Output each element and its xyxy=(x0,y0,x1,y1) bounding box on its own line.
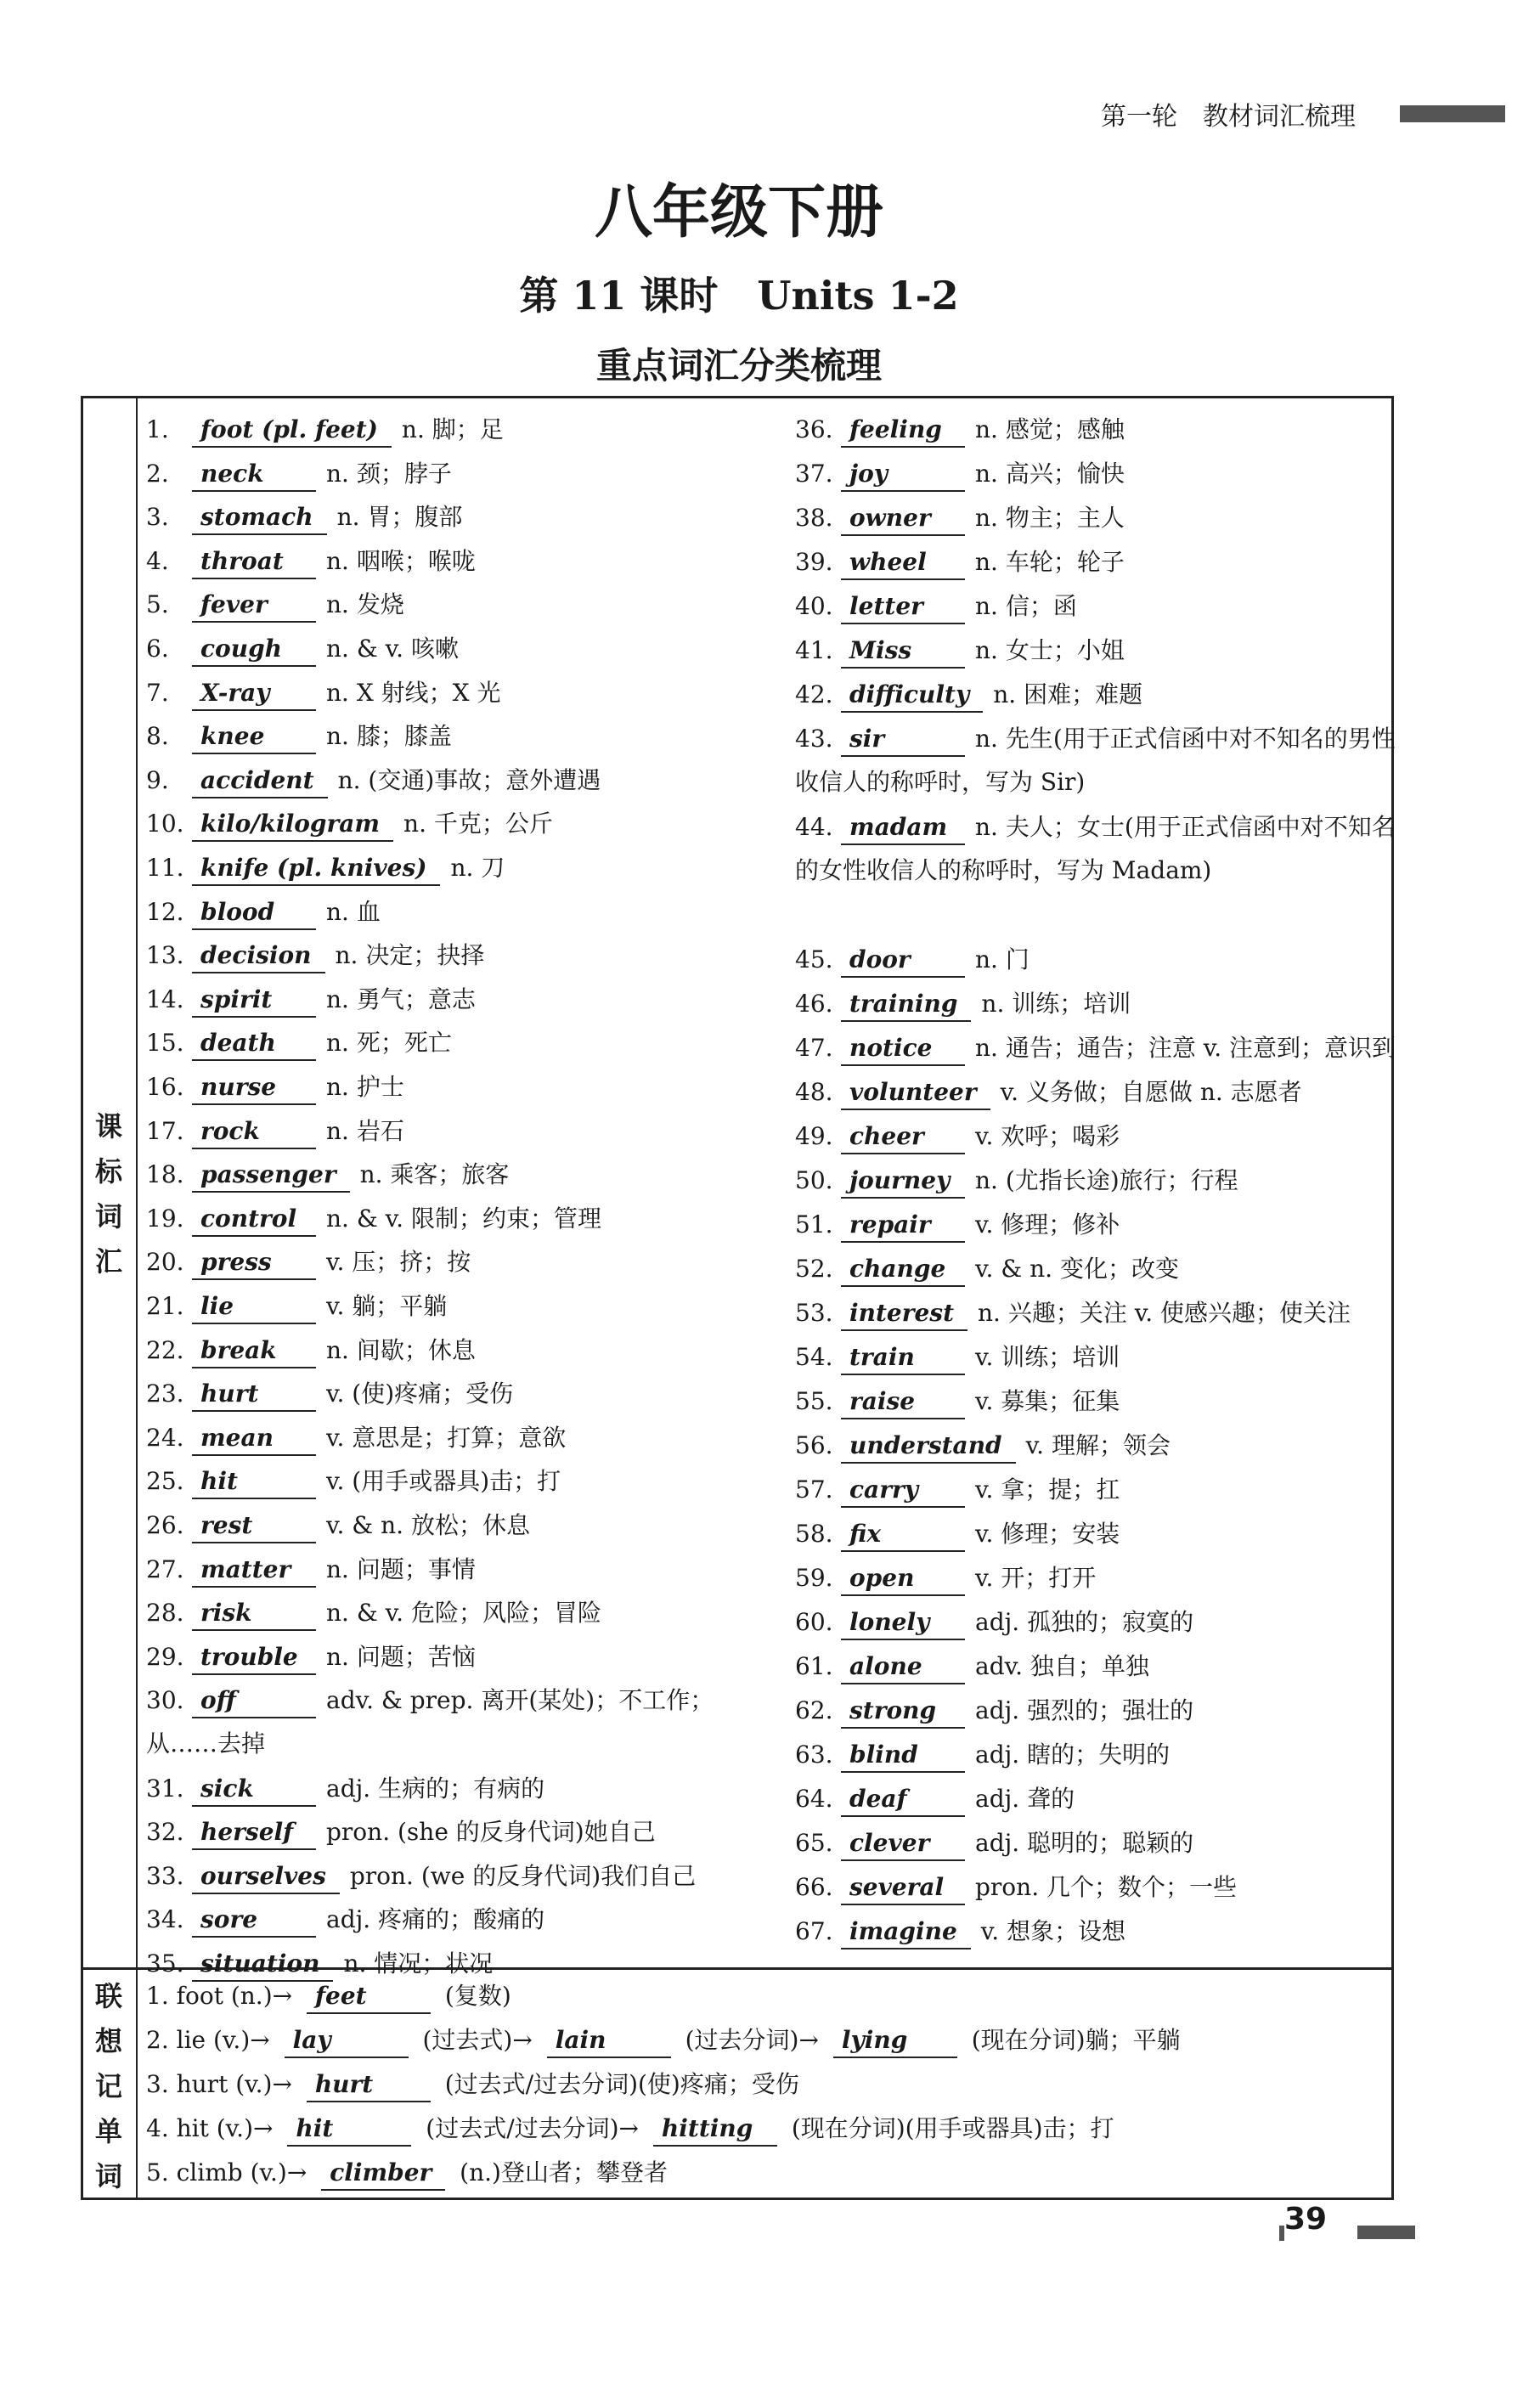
list-item xyxy=(795,982,1398,1025)
list-item xyxy=(146,452,749,495)
list-item xyxy=(146,1329,749,1372)
item-number: 10. xyxy=(146,810,184,838)
definition: n. 感觉；感触 xyxy=(975,415,1125,443)
item-number: 23. xyxy=(146,1380,184,1408)
list-item xyxy=(795,629,1398,672)
definition: v. 意思是；打算；意欲 xyxy=(326,1423,567,1452)
item-number: 60. xyxy=(795,1608,833,1636)
answer-blank: accident xyxy=(192,765,328,798)
list-item xyxy=(795,1424,1398,1467)
answer-blank: hurt xyxy=(192,1378,316,1412)
item-number: 49. xyxy=(795,1122,833,1150)
answer-blank: train xyxy=(841,1341,965,1375)
answer-blank: stomach xyxy=(192,501,327,535)
definition: n. 咽喉；喉咙 xyxy=(326,546,476,575)
item-number: 53. xyxy=(795,1299,833,1327)
answer-blank: spirit xyxy=(192,984,316,1018)
item-number: 37. xyxy=(795,460,833,488)
definition: n. 物主；主人 xyxy=(975,504,1125,532)
answer-blank: trouble xyxy=(192,1641,316,1675)
item-number: 44. xyxy=(795,813,833,841)
item-number: 11. xyxy=(146,854,184,882)
item-number: 40. xyxy=(795,592,833,620)
answer-blank: off xyxy=(192,1684,316,1718)
list-item xyxy=(146,1635,749,1679)
answer-blank: control xyxy=(192,1203,316,1237)
item-number: 33. xyxy=(146,1861,184,1890)
list-item xyxy=(146,934,749,977)
definition: n. 护士 xyxy=(326,1073,404,1101)
answer-blank: sir xyxy=(841,723,965,757)
definition: n. 胃；腹部 xyxy=(336,503,463,532)
item-number: 22. xyxy=(146,1335,184,1364)
answer-blank: joy xyxy=(841,458,965,492)
answer-blank: lain xyxy=(547,2024,671,2058)
definition: v. & n. 放松；休息 xyxy=(326,1511,530,1539)
definition: n. 兴趣；关注 v. 使感兴趣；使关注 xyxy=(978,1299,1351,1327)
answer-blank: blood xyxy=(192,896,316,930)
answer-blank: hurt xyxy=(307,2068,431,2102)
definition: n. 问题；事情 xyxy=(326,1554,476,1583)
answer-blank: journey xyxy=(841,1165,965,1199)
list-item xyxy=(146,495,749,539)
list-item xyxy=(795,673,1398,716)
item-number: 13. xyxy=(146,941,184,970)
item-number: 9. xyxy=(146,765,169,794)
side-char: 汇 xyxy=(94,1245,122,1278)
list-item xyxy=(146,846,749,889)
answer-blank: cough xyxy=(192,633,316,667)
answer-blank: clever xyxy=(841,1827,965,1861)
header-bar xyxy=(1400,105,1505,122)
item-number: 46. xyxy=(795,990,833,1018)
definition: adj. 聋的 xyxy=(975,1785,1075,1813)
answer-blank: madam xyxy=(841,811,965,845)
answer-blank: situation xyxy=(192,1948,333,1982)
answer-blank: open xyxy=(841,1562,965,1596)
page-bar xyxy=(1357,2226,1415,2239)
definition: v. 躺；平躺 xyxy=(326,1292,448,1320)
item-number: 27. xyxy=(146,1554,184,1583)
definition: v. (使)疼痛；受伤 xyxy=(326,1380,514,1408)
item-number: 24. xyxy=(146,1423,184,1452)
side-char: 词 xyxy=(94,1200,122,1233)
item-number: 31. xyxy=(146,1774,184,1803)
answer-blank: hit xyxy=(287,2113,411,2147)
definition: v. 修理；修补 xyxy=(975,1210,1120,1238)
item-number: 59. xyxy=(795,1564,833,1592)
item-number: 54. xyxy=(795,1343,833,1371)
definition: pron. (we 的反身代词)我们自己 xyxy=(349,1861,697,1890)
side-heading-curriculum xyxy=(87,1104,131,1284)
item-number: 58. xyxy=(795,1520,833,1548)
definition: n. 间歇；休息 xyxy=(326,1335,476,1364)
list-item xyxy=(146,408,749,451)
item-number: 30. xyxy=(146,1686,184,1715)
list-item xyxy=(795,1689,1398,1732)
answer-blank: understand xyxy=(841,1430,1016,1464)
item-number: 42. xyxy=(795,680,833,708)
definition: v. 修理；安装 xyxy=(975,1520,1120,1548)
answer-blank: feet xyxy=(307,1980,431,2014)
definition: n. 颈；脖子 xyxy=(326,459,452,488)
list-item xyxy=(146,890,749,934)
definition: n. (尤指长途)旅行；行程 xyxy=(975,1166,1238,1194)
item-number: 28. xyxy=(146,1599,184,1628)
answer-blank: imagine xyxy=(841,1916,971,1949)
answer-blank: interest xyxy=(841,1297,967,1331)
definition: adj. 生病的；有病的 xyxy=(326,1774,545,1803)
list-item xyxy=(146,978,749,1021)
list-item xyxy=(795,1026,1398,1069)
answer-blank: knife (pl. knives) xyxy=(192,852,440,886)
answer-blank: knee xyxy=(192,720,316,754)
definition: n. 血 xyxy=(326,897,381,926)
list-item xyxy=(146,1372,749,1415)
definition: v. 理解；领会 xyxy=(1025,1431,1171,1459)
definition: v. 压；挤；按 xyxy=(326,1248,471,1277)
page-number: 39 xyxy=(1284,2202,1328,2237)
item-number: 6. xyxy=(146,635,169,663)
side-char: 记 xyxy=(94,2070,122,2102)
definition: n. 膝；膝盖 xyxy=(326,722,452,751)
item-number: 66. xyxy=(795,1873,833,1901)
association-item: 2. lie (v.)→ lay (过去式)→ lain (过去分词)→ lying (现在分词)躺；平躺 xyxy=(146,2018,1181,2062)
definition: v. 募集；征集 xyxy=(975,1387,1120,1415)
definition: v. 义务做；自愿做 n. 志愿者 xyxy=(1000,1078,1302,1106)
list-item xyxy=(795,1380,1398,1423)
answer-blank: strong xyxy=(841,1695,965,1729)
item-number: 26. xyxy=(146,1511,184,1539)
list-item xyxy=(795,1468,1398,1511)
item-number: 39. xyxy=(795,548,833,576)
item-number: 61. xyxy=(795,1652,833,1680)
answer-blank: change xyxy=(841,1253,965,1287)
definition: pron. 几个；数个；一些 xyxy=(975,1873,1238,1901)
running-header: 第一轮 教材词汇梳理 xyxy=(1101,102,1356,132)
item-number: 34. xyxy=(146,1905,184,1934)
list-item xyxy=(146,759,749,802)
answer-blank: mean xyxy=(192,1422,316,1456)
association-item: 3. hurt (v.)→ hurt (过去式/过去分词)(使)疼痛；受伤 xyxy=(146,2062,799,2107)
answer-blank: training xyxy=(841,988,971,1022)
item-number: 47. xyxy=(795,1034,833,1062)
answer-blank: notice xyxy=(841,1032,965,1066)
answer-blank: rock xyxy=(192,1115,316,1149)
list-item xyxy=(795,1159,1398,1202)
definition: n. 夫人；女士(用于正式信函中对不知名的女性收信人的称呼时，写为 Madam) xyxy=(795,813,1396,884)
answer-blank: ourselves xyxy=(192,1860,340,1894)
association-item: 1. foot (n.)→ feet (复数) xyxy=(146,1974,511,2018)
item-number: 20. xyxy=(146,1248,184,1277)
item-number: 65. xyxy=(795,1829,833,1857)
definition: n. & v. 限制；约束；管理 xyxy=(326,1204,601,1233)
answer-blank: matter xyxy=(192,1554,316,1588)
answer-blank: several xyxy=(841,1871,965,1905)
definition: n. (交通)事故；意外遭遇 xyxy=(337,765,601,794)
definition: n. 信；函 xyxy=(975,592,1077,620)
definition: v. 拿；提；扛 xyxy=(975,1475,1120,1504)
answer-blank: passenger xyxy=(192,1159,350,1193)
side-char: 词 xyxy=(94,2160,122,2192)
answer-blank: lie xyxy=(192,1290,316,1324)
list-item xyxy=(146,802,749,845)
list-item xyxy=(795,1910,1398,1953)
answer-blank: foot (pl. feet) xyxy=(192,414,392,448)
list-item xyxy=(795,717,1398,804)
answer-blank: break xyxy=(192,1334,316,1368)
list-item xyxy=(795,1335,1398,1379)
list-item xyxy=(146,1065,749,1109)
definition: v. 欢呼；喝彩 xyxy=(975,1122,1120,1150)
list-item xyxy=(795,938,1398,981)
list-item xyxy=(795,805,1398,892)
answer-blank: rest xyxy=(192,1509,316,1543)
definition: n. 死；死亡 xyxy=(326,1029,452,1058)
answer-blank: blind xyxy=(841,1739,965,1773)
list-item xyxy=(795,1203,1398,1246)
answer-blank: door xyxy=(841,944,965,978)
item-number: 8. xyxy=(146,722,169,751)
list-item xyxy=(795,540,1398,584)
definition: n. 先生(用于正式信函中对不知名的男性收信人的称呼时，写为 Sir) xyxy=(795,725,1396,796)
item-number: 2. xyxy=(146,459,169,488)
answer-blank: lonely xyxy=(841,1606,965,1640)
definition: n. 勇气；意志 xyxy=(326,985,476,1013)
association-item: 5. climb (v.)→ climber (n.)登山者；攀登者 xyxy=(146,2151,668,2195)
list-item xyxy=(795,1556,1398,1600)
list-item xyxy=(795,1070,1398,1114)
item-number: 36. xyxy=(795,415,833,443)
answer-blank: nurse xyxy=(192,1071,316,1105)
list-item xyxy=(146,1548,749,1591)
list-item xyxy=(795,1865,1398,1909)
definition: n. 车轮；轮子 xyxy=(975,548,1125,576)
list-item xyxy=(795,1821,1398,1865)
side-heading-association xyxy=(87,1974,131,2199)
definition: v. 训练；培训 xyxy=(975,1343,1120,1371)
answer-blank: difficulty xyxy=(841,679,983,713)
item-number: 41. xyxy=(795,636,833,664)
item-number: 62. xyxy=(795,1696,833,1724)
item-number: 48. xyxy=(795,1078,833,1106)
list-item xyxy=(795,1247,1398,1290)
item-number: 67. xyxy=(795,1917,833,1945)
answer-blank: letter xyxy=(841,590,965,624)
list-item xyxy=(146,1767,749,1810)
answer-blank: lay xyxy=(285,2024,409,2058)
definition: n. 发烧 xyxy=(326,590,404,619)
answer-blank: feeling xyxy=(841,414,965,448)
item-number: 52. xyxy=(795,1255,833,1283)
list-item xyxy=(146,1898,749,1941)
answer-blank: fix xyxy=(841,1518,965,1552)
definition: n. 刀 xyxy=(450,854,505,882)
list-item xyxy=(795,1600,1398,1644)
item-number: 17. xyxy=(146,1116,184,1145)
answer-blank: repair xyxy=(841,1209,965,1243)
lesson-subtitle: 第 11 课时 Units 1-2 xyxy=(519,273,959,319)
item-number: 55. xyxy=(795,1387,833,1415)
definition: adv. & prep. 离开(某处)；不工作；从……去掉 xyxy=(146,1686,714,1758)
answer-blank: owner xyxy=(841,502,965,536)
definition: n. X 射线；X 光 xyxy=(326,678,501,707)
item-number: 38. xyxy=(795,504,833,532)
answer-blank: press xyxy=(192,1246,316,1280)
definition: adj. 聪明的；聪颖的 xyxy=(975,1829,1194,1857)
definition: adj. 瞎的；失明的 xyxy=(975,1741,1171,1769)
answer-blank: neck xyxy=(192,458,316,492)
definition: n. 训练；培训 xyxy=(981,990,1131,1018)
side-char: 标 xyxy=(94,1155,122,1188)
answer-blank: kilo/kilogram xyxy=(192,808,393,842)
definition: n. 女士；小姐 xyxy=(975,636,1125,664)
item-number: 63. xyxy=(795,1741,833,1769)
item-number: 35. xyxy=(146,1949,184,1978)
list-item xyxy=(795,408,1398,451)
item-number: 29. xyxy=(146,1642,184,1671)
list-item xyxy=(146,1810,749,1853)
answer-blank: sore xyxy=(192,1904,316,1938)
item-number: 57. xyxy=(795,1475,833,1504)
list-item xyxy=(146,1854,749,1898)
list-item xyxy=(146,1021,749,1064)
definition: n. 千克；公斤 xyxy=(403,810,553,838)
list-item xyxy=(795,452,1398,495)
item-number: 21. xyxy=(146,1292,184,1320)
item-number: 43. xyxy=(795,725,833,753)
definition: n. & v. 危险；风险；冒险 xyxy=(326,1599,601,1628)
answer-blank: lying xyxy=(833,2024,957,2058)
list-item xyxy=(795,1777,1398,1820)
definition: pron. (she 的反身代词)她自己 xyxy=(326,1818,656,1847)
answer-blank: volunteer xyxy=(841,1076,990,1110)
definition: n. 情况；状况 xyxy=(343,1949,494,1978)
definition: n. 决定；抉择 xyxy=(335,941,485,970)
list-item xyxy=(146,627,749,670)
side-char: 课 xyxy=(94,1110,122,1143)
answer-blank: alone xyxy=(841,1650,965,1684)
list-item xyxy=(795,1645,1398,1688)
answer-blank: cheer xyxy=(841,1120,965,1154)
page-title: 八年级下册 xyxy=(594,179,883,246)
list-item xyxy=(146,1153,749,1196)
list-item xyxy=(795,584,1398,628)
list-item xyxy=(795,496,1398,539)
list-item xyxy=(146,1240,749,1284)
answer-blank: sick xyxy=(192,1773,316,1807)
answer-blank: X-ray xyxy=(192,677,316,711)
side-char: 想 xyxy=(94,2025,122,2057)
list-item xyxy=(795,1733,1398,1776)
definition: n. 困难；难题 xyxy=(993,680,1143,708)
answer-blank: herself xyxy=(192,1816,316,1850)
answer-blank: wheel xyxy=(841,546,965,580)
list-item xyxy=(795,1512,1398,1555)
side-char: 单 xyxy=(94,2115,122,2147)
item-number: 56. xyxy=(795,1431,833,1459)
association-item: 4. hit (v.)→ hit (过去式/过去分词)→ hitting (现在分词)(用手或器具)击；打 xyxy=(146,2107,1114,2151)
list-item xyxy=(146,1459,749,1503)
list-item xyxy=(795,1114,1398,1158)
answer-blank: risk xyxy=(192,1597,316,1631)
item-number: 12. xyxy=(146,897,184,926)
list-item xyxy=(146,1197,749,1240)
list-item xyxy=(795,1291,1398,1334)
answer-blank: throat xyxy=(192,545,316,579)
definition: v. (用手或器具)击；打 xyxy=(326,1467,561,1496)
answer-blank: hitting xyxy=(653,2113,777,2147)
table-side-divider xyxy=(136,396,138,2200)
answer-blank: carry xyxy=(841,1474,965,1508)
answer-blank: death xyxy=(192,1027,316,1061)
answer-blank: decision xyxy=(192,939,325,973)
item-number: 15. xyxy=(146,1029,184,1058)
answer-blank: deaf xyxy=(841,1783,965,1817)
answer-blank: Miss xyxy=(841,635,965,669)
list-item xyxy=(146,1416,749,1459)
definition: n. & v. 咳嗽 xyxy=(326,635,459,663)
answer-blank: climber xyxy=(321,2157,445,2191)
section-title: 重点词汇分类梳理 xyxy=(595,345,882,386)
item-number: 32. xyxy=(146,1818,184,1847)
item-number: 64. xyxy=(795,1785,833,1813)
definition: v. 想象；设想 xyxy=(980,1917,1126,1945)
definition: n. 乘客；旅客 xyxy=(359,1160,510,1189)
definition: v. 开；打开 xyxy=(975,1564,1097,1592)
definition: n. 门 xyxy=(975,945,1029,973)
item-number: 50. xyxy=(795,1166,833,1194)
definition: adj. 孤独的；寂寞的 xyxy=(975,1608,1194,1636)
definition: adv. 独自；单独 xyxy=(975,1652,1149,1680)
definition: adj. 疼痛的；酸痛的 xyxy=(326,1905,545,1934)
item-number: 16. xyxy=(146,1073,184,1101)
item-number: 7. xyxy=(146,678,169,707)
item-number: 1. xyxy=(146,415,169,443)
item-number: 14. xyxy=(146,985,184,1013)
list-item xyxy=(146,671,749,714)
answer-blank: raise xyxy=(841,1385,965,1419)
item-number: 25. xyxy=(146,1467,184,1496)
list-item xyxy=(146,1679,749,1765)
list-item xyxy=(146,1284,749,1328)
definition: adj. 强烈的；强壮的 xyxy=(975,1696,1194,1724)
answer-blank: fever xyxy=(192,589,316,623)
definition: n. 岩石 xyxy=(326,1116,404,1145)
item-number: 5. xyxy=(146,590,169,619)
definition: n. 高兴；愉快 xyxy=(975,460,1125,488)
list-item xyxy=(146,583,749,626)
list-item xyxy=(146,714,749,758)
answer-blank: hit xyxy=(192,1465,316,1499)
item-number: 45. xyxy=(795,945,833,973)
definition: n. 问题；苦恼 xyxy=(326,1642,476,1671)
list-item xyxy=(146,1591,749,1634)
item-number: 19. xyxy=(146,1204,184,1233)
item-number: 51. xyxy=(795,1210,833,1238)
definition: n. 脚；足 xyxy=(401,415,504,443)
item-number: 3. xyxy=(146,503,169,532)
definition: n. 通告；通告；注意 v. 注意到；意识到 xyxy=(975,1034,1396,1062)
list-item xyxy=(146,1504,749,1547)
side-char: 联 xyxy=(94,1980,122,2012)
list-item xyxy=(146,539,749,583)
item-number: 18. xyxy=(146,1160,184,1189)
item-number: 4. xyxy=(146,546,169,575)
definition: v. & n. 变化；改变 xyxy=(975,1255,1179,1283)
list-item xyxy=(146,1109,749,1153)
